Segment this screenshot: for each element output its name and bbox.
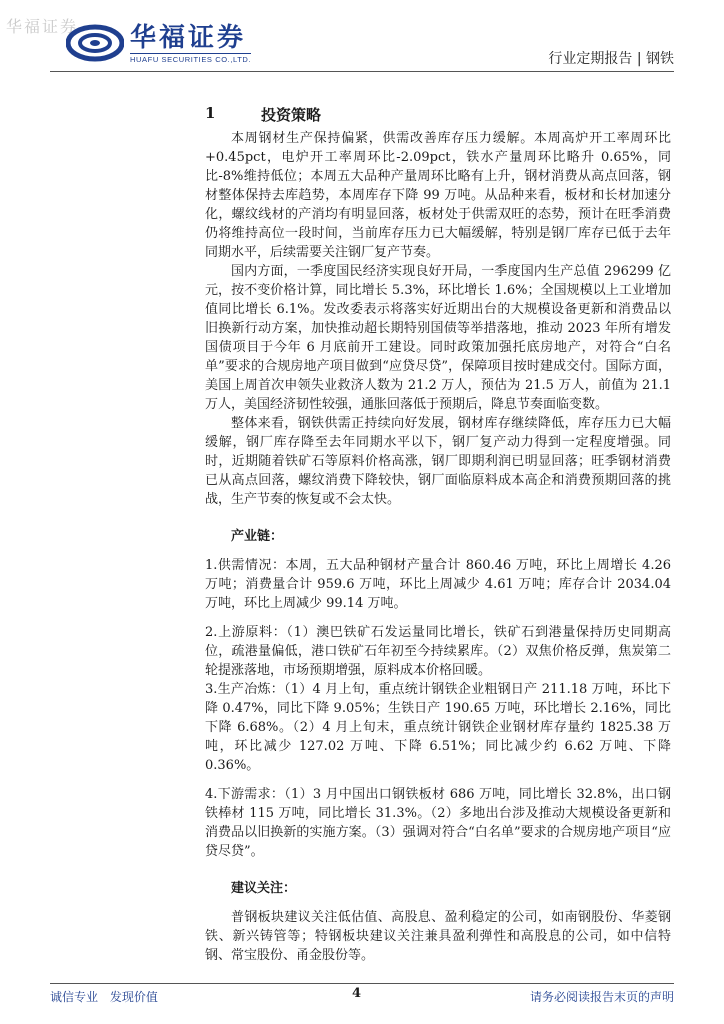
chain-item: 2.上游原料：（1）澳巴铁矿石发运量同比增长，铁矿石到港量保持历史同期高位，疏港量偏低，港口铁矿石年初至今持续累库。（2）双焦价格反弹，焦炭第二轮提涨落地，市场预期增强，原料成本价格回暖。 — [205, 625, 671, 678]
logo-chinese-name: 华福证券 — [130, 22, 247, 53]
footer-slogan: 诚信专业 发现价值 — [50, 990, 158, 1004]
page-number: 4 — [352, 986, 362, 1001]
header-divider — [50, 71, 674, 72]
section-title: 投资策略 — [261, 106, 322, 124]
logo-swirl-icon — [66, 24, 124, 62]
suggestion-paragraph: 普钢板块建议关注低估值、高股息、盈利稳定的公司，如南钢股份、华菱钢铁、新兴铸管等；特钢板块建议关注兼具盈利弹性和高股息的公司，如中信特钢、常宝股份、甬金股份等。 — [205, 910, 671, 963]
chain-item: 4.下游需求：（1）3 月中国出口钢铁板材 686 万吨，同比增长 32.8%，出口钢铁棒材 115 万吨，同比增长 31.3%。（2）多地出台涉及推动大规模设备更新和消费品以旧换新的实施方案。（3）强调对符合“白名单”要求的合规房地产项目“应贷尽贷”。 — [205, 787, 671, 859]
footer-divider — [50, 983, 674, 984]
watermark: 华福证券 — [6, 17, 79, 36]
chain-item: 3.生产冶炼：（1）4 月上旬，重点统计钢铁企业粗钢日产 211.18 万吨，环比下降 0.47%，同比下降 9.05%；生铁日产 190.65 万吨，环比增长 2.16%，同比下降 6.68%。（2）4 月上旬末，重点统计钢铁企业钢材库存量约 1825.38 万吨，环比减少 127.02 万吨、下降 6.51%；同比减少约 6.62 万吨、下降 0.36%。 — [205, 682, 671, 773]
section-number: 1 — [205, 104, 216, 122]
strategy-paragraph: 国内方面，一季度国民经济实现良好开局，一季度国内生产总值 296299 亿元，按不变价格计算，同比增长 5.3%，环比增长 1.6%；全国规模以上工业增加值同比增长 6.1%。发改委表示将落实好近期出台的大规模设备更新和消费品以旧换新行动方案，加快推动超长期特别国债等举措落地，推动 2023 年所有增发国债项目于今年 6 月底前开工建设。同时政策加强托底房地产，对符合“白名单”要求的合规房地产项目做到“应贷尽贷”，保障项目按时建成交付。国际方面，美国上周首次申领失业救济人数为 21.2 万人，预估为 21.5 万人，前值为 21.1 万人，美国经济韧性较强，通胀回落低于预期后，降息节奏面临变数。 — [205, 264, 671, 412]
section-heading — [205, 104, 671, 125]
suggestion-heading: 建议关注： — [231, 881, 297, 896]
strategy-paragraph: 整体来看，钢铁供需正持续向好发展，钢材库存继续降低，库存压力已大幅缓解，钢厂库存降至去年同期水平以下，钢厂复产动力得到一定程度增强。同时，近期随着铁矿石等原料价格高涨，钢厂即期利润已明显回落；旺季钢材消费已从高点回落，螺纹消费下降较快，钢厂面临原料成本高企和消费预期回落的挑战，生产节奏的恢复或不会太快。 — [205, 416, 671, 507]
chain-item: 1.供需情况：本周，五大品种钢材产量合计 860.46 万吨，环比上周增长 4.26 万吨；消费量合计 959.6 万吨，环比上周减少 4.61 万吨；库存合计 2034.04 万吨，环比上周减少 99.14 万吨。 — [205, 558, 671, 611]
company-logo — [66, 18, 251, 68]
logo-english-name: HUAFU SECURITIES CO.,LTD. — [130, 54, 252, 64]
industry-chain-heading: 产业链： — [231, 529, 284, 544]
footer-disclaimer: 请务必阅读报告末页的声明 — [529, 990, 674, 1004]
report-type-label: 行业定期报告 | 钢铁 — [548, 51, 674, 67]
strategy-paragraph: 本周钢材生产保持偏紧，供需改善库存压力缓解。本周高炉开工率周环比+0.45pct，电炉开工率周环比-2.09pct，铁水产量周环比略升 0.65%，同比-8%维持低位；本周五大品种产量周环比略有上升，钢材消费从高点回落，钢材整体保持去库趋势，本周库存下降 99 万吨。从品种来看，板材和长材加速分化，螺纹线材的产消均有明显回落，板材处于供需双旺的态势，预计在旺季消费仍将维持高位一段时间，当前库存压力已大幅缓解，特别是钢厂库存已低于去年同期水平，后续需要关注钢厂复产节奏。 — [205, 131, 671, 260]
main-content — [205, 104, 671, 965]
